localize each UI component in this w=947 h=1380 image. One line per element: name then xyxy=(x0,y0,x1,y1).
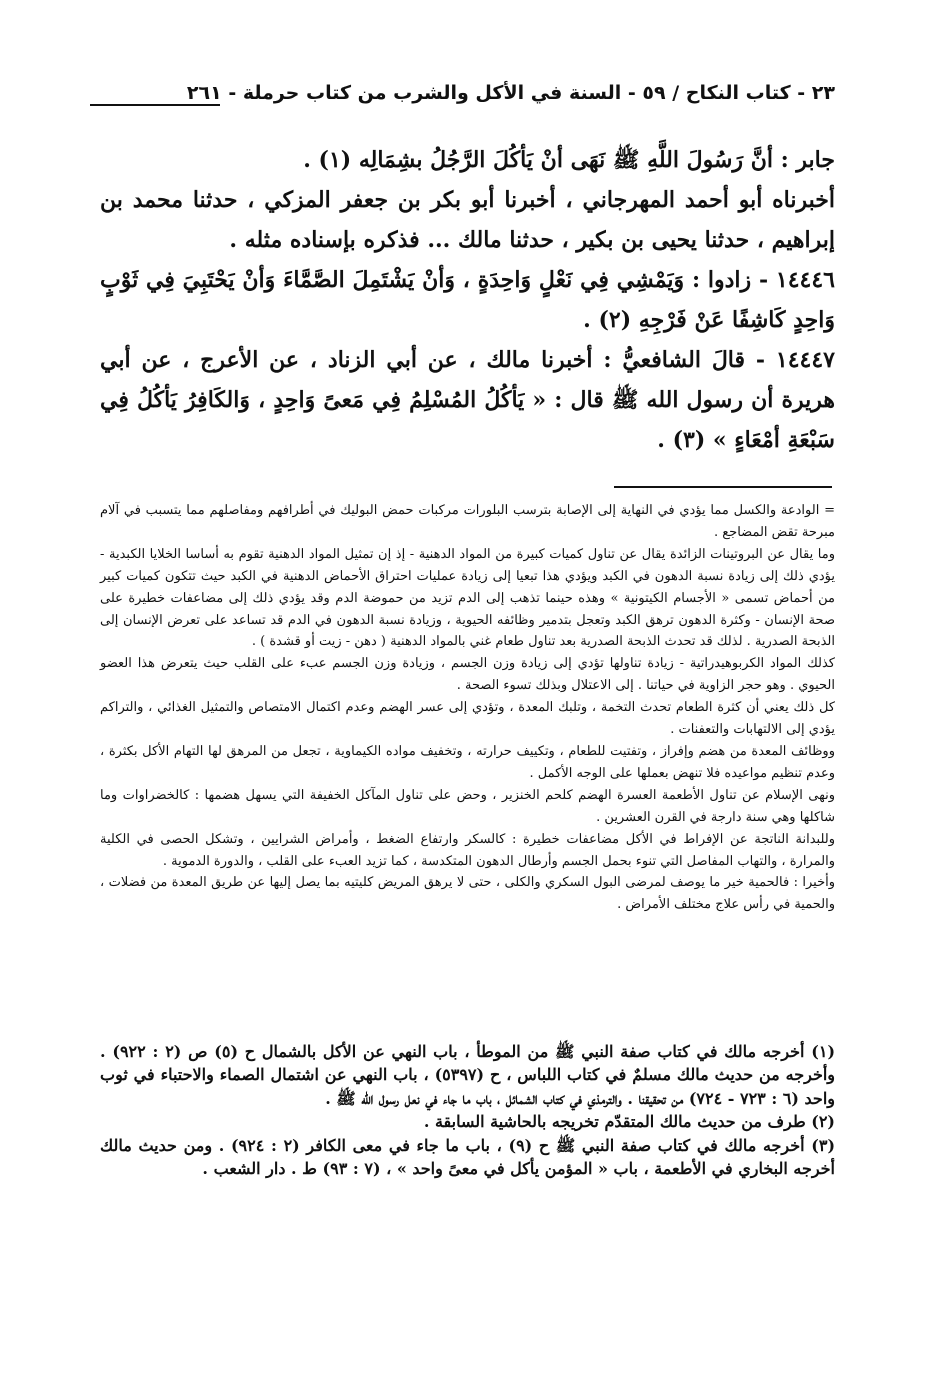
hadith-14447: ١٤٤٤٧ - قالَ الشافعيُّ : أخبرنا مالك ، عن أبي الزناد ، عن الأعرج ، عن أبي هريرة أن رسول الله ﷺ قال : « يَأكُلُ المُسْلِمُ فِي مَعىً وَاحِدٍ ، وَالكَافِرُ يَأكُلُ فِي سَبْعَةِ أمْعَاءٍ » (٣) . xyxy=(100,347,835,453)
isnad-paragraph: أخبرناه أبو أحمد المهرجاني ، أخبرنا أبو بكر بن جعفر المزكي ، حدثنا محمد بن إبراهيم ، حدثنا يحيى بن بكير ، حدثنا مالك ... فذكره بإسناده مثله . xyxy=(100,187,835,253)
hadith-paragraph: جابر : أنَّ رَسُولَ اللَّهِ ﷺ نَهَى أنْ يَأكُلَ الرَّجُلُ بشِمَالِه (١) . xyxy=(303,147,835,173)
commentary-paragraph: وما يقال عن البروتينات الزائدة يقال عن تناول كميات كبيرة من المواد الدهنية - إذ إن تمثيل المواد الدهنية تقوم به أساسا الخلايا الكبدية - يؤدي ذلك إلى زيادة نسبة الدهون في الكبد ويؤدي هذا تبعيا إلى زيادة عمليات احتراق الأحماض الدهنية في الكبد حيث تتكون كميات كبير من أحماض تسمى « الأجسام الكيتونية » وهذه حينما تذهب إلى الدم تزيد من حموضة الدم وقد يؤدي ذلك إلى مضاعفات خطيرة على صحة الإنسان - وكثرة الدهون ترهق الكبد وتعجل بتدمير وظائفه الحيوية ، وزيادة نسبة الدهون في الدم قد تساعد على تعرض الإنسان إلى الذبحة الصدرية . لذلك قد تحدث الذبحة الصدرية بعد تناول طعام غني بالمواد الدهنية ( دهن - زيت أو قشدة ) . xyxy=(100,546,835,650)
commentary-paragraph: ووظائف المعدة من هضم وإفراز ، وتفتيت للطعام ، وتكييف حرارته ، وتخفيف مواده الكيماوية ، تجعل من المرهق لها التهام الأكل بكثرة ، وعدم تنظيم مواعيده فلا تنهض بعملها على الوجه الأكمل . xyxy=(100,743,835,781)
reference-3: (٣) أخرجه مالك في كتاب صفة النبي ﷺ ح (٩) ، باب ما جاء في معى الكافر (٢ : ٩٢٤) . ومن حديث مالك أخرجه البخاري في الأطعمة ، باب « المؤمن يأكل في معىً واحد » ، (٧ : ٩٣) ط . دار الشعب . xyxy=(100,1135,836,1179)
hadith-14446: ١٤٤٤٦ - زادوا : وَيَمْشِي فِي نَعْلٍ وَاحِدَةٍ ، وَأنْ يَشْتَمِلَ الصَّمَّاءَ وَأنْ يَحْتَبِيَ فِي ثَوْبٍ وَاحِدٍ كَاشِفًا عَنْ فَرْجِهِ (٢) . xyxy=(100,267,835,333)
main-text xyxy=(100,140,835,460)
commentary-paragraph: كذلك المواد الكربوهيدراتية - زيادة تناولها تؤدي إلى زيادة وزن الجسم ، وزيادة وزن الجسم عبء على القلب حيث يتعرض هذا العضو الحيوي . وهو حجر الزاوية في حياتنا . إلى الاعتلال وبذلك تسوء الصحة . xyxy=(100,656,835,694)
reference-1: (١) أخرجه مالك في كتاب صفة النبي ﷺ من الموطأ ، باب النهي عن الأكل بالشمال ح (٥) ص (٢ : ٩٢٢) . وأخرجه من حديث مالك مسلمٌ في كتاب اللباس ، ح (٥٣٩٧) ، باب النهي عن اشتمال الصماء والاحتباء في ثوب واحد (٦ : ٧٢٣ - ٧٢٤) من تحقيقنا . والترمذي في كتاب الشمائل ، باب ما جاء في نعل رسول الله ﷺ . xyxy=(100,1042,836,1108)
commentary-paragraph: ونهى الإسلام عن تناول الأطعمة العسرة الهضم كلحم الخنزير ، وحض على تناول المآكل الخفيفة التي يسهل هضمها : كالخضراوات وما شاكلها وهي سنة دارجة في القرن العشرين . xyxy=(100,787,835,825)
commentary-paragraph: كل ذلك يعني أن كثرة الطعام تحدث التخمة ، وتلبك المعدة ، وتؤدي إلى عسر الهضم وعدم اكتمال الامتصاص والتمثيل الغذائي ، والتراكم يؤدي إلى الالتهابات والتعفنات . xyxy=(100,700,835,738)
reference-2: (٢) طرف من حديث مالك المتقدّم تخريجه بالحاشية السابقة . xyxy=(423,1112,835,1132)
commentary-paragraph: = الوادعة والكسل مما يؤدي في النهاية إلى الإصابة بترسب البلورات مركبات حمض البوليك في أطرافهم ومفاصلهم مما يتسبب في آلام مبرحة تقض المضاجع . xyxy=(100,503,835,540)
running-header xyxy=(90,82,835,122)
header-rule xyxy=(90,104,220,106)
footnote-commentary xyxy=(100,500,835,916)
commentary-paragraph: وأخيرا : فالحمية خير ما يوصف لمرضى البول السكري والكلى ، حتى لا يرهق المريض كليتيه بما يصل إليها عن طريق المعدة من فضلات ، والحمية في رأس علاج مختلف الأمراض . xyxy=(100,875,835,913)
header-title: ٢٣ - كتاب النكاح / ٥٩ - السنة في الأكل والشرب من كتاب حرملة - ٢٦١ xyxy=(186,82,835,104)
footnote-references xyxy=(100,1040,835,1180)
footnote-separator xyxy=(614,486,832,488)
commentary-paragraph: وللبدانة الناتجة عن الإفراط في الأكل مضاعفات خطيرة : كالسكر وارتفاع الضغط ، وأمراض الشرايين ، وتشكل الحصى في الكلية والمرارة ، والتهاب المفاصل التي تنوء بحمل الجسم وأرطال الدهون المتكدسة ، كما تزيد العبء على القلب ، والدورة الدموية . xyxy=(100,831,835,869)
